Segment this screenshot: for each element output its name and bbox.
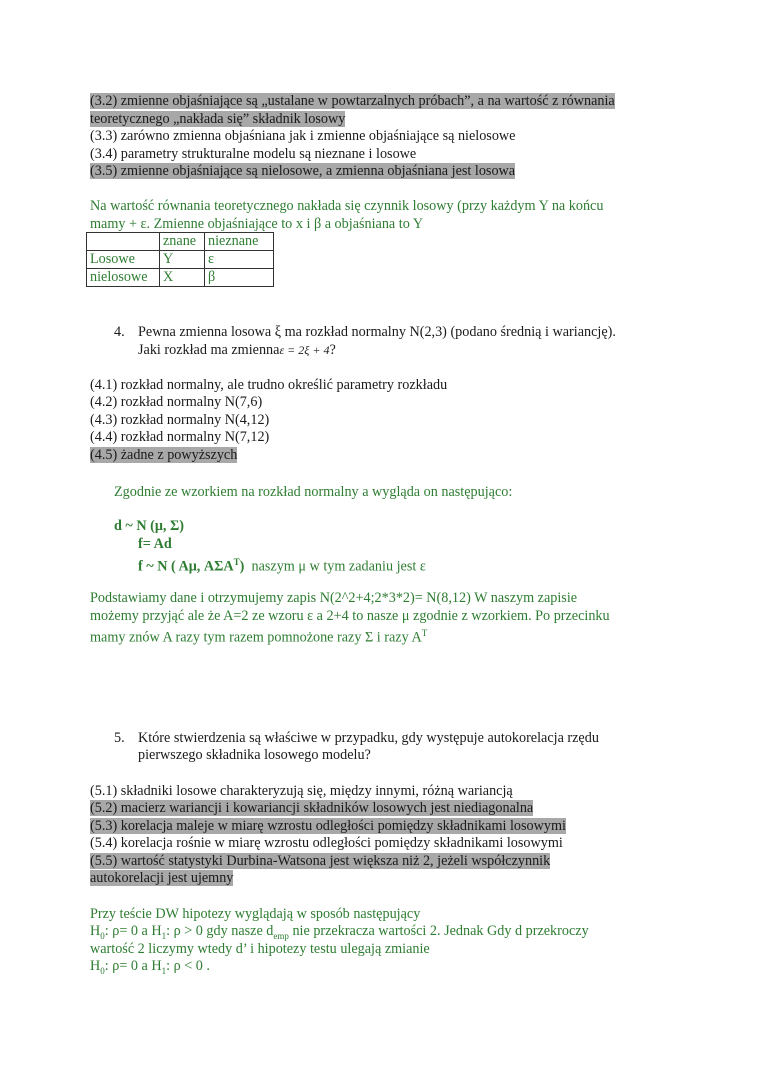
q4-explanation-line1: Podstawiamy dane i otrzymujemy zapis N(2^2+4;2*3*2)= N(8,12) W naszym zapisie bbox=[90, 590, 578, 606]
formula-line1: d ~ N (μ, Σ) bbox=[114, 518, 185, 534]
q3-explanation-line1: Na wartość równania teoretycznego nakłada się czynnik losowy (przy każdym Y na końcu bbox=[90, 198, 604, 214]
option-5-3: (5.3) korelacja maleje w miarę wzrostu odległości pomiędzy składnikami losowymi bbox=[90, 818, 566, 834]
option-5-4: (5.4) korelacja rośnie w miarę wzrostu odległości pomiędzy składnikami losowymi bbox=[90, 835, 563, 851]
table-cell: nieznane bbox=[205, 233, 274, 251]
table-row bbox=[87, 251, 274, 269]
option-5-2: (5.2) macierz wariancji i kowariancji składników losowych jest niediagonalna bbox=[90, 800, 534, 816]
option-4-1: (4.1) rozkład normalny, ale trudno określić parametry rozkładu bbox=[90, 377, 448, 393]
question-5-number: 5. bbox=[114, 730, 125, 746]
option-3-2-line1: (3.2) zmienne objaśniające są „ustalane w powtarzalnych próbach”, a na wartość z równania bbox=[90, 93, 615, 109]
q3-explanation-line2: mamy + ε. Zmienne objaśniające to x i β a objaśniana to Y bbox=[90, 216, 424, 232]
option-3-5: (3.5) zmienne objaśniające są nielosowe, a zmienna objaśniana jest losowa bbox=[90, 163, 516, 179]
table-cell bbox=[87, 233, 160, 251]
option-3-4: (3.4) parametry strukturalne modelu są nieznane i losowe bbox=[90, 146, 417, 162]
q5-hypothesis-line1: $H_0$: ρ= 0 a $H_1$: ρ > 0 gdy nasze $d_{emp}$ nie przekracza wartości 2. Jednak Gdy d przekroczy bbox=[90, 923, 589, 941]
option-5-1: (5.1) składniki losowe charakteryzują się, między innymi, różną wariancją bbox=[90, 783, 513, 799]
question-4-line2: Jaki rozkład ma zmiennaε = 2ξ + 4? bbox=[138, 342, 336, 358]
formula-line2: f= Ad bbox=[138, 536, 172, 552]
option-5-5-line1: (5.5) wartość statystyki Durbina-Watsona jest większa niż 2, jeżeli współczynnik bbox=[90, 853, 551, 869]
table-cell: β bbox=[205, 269, 274, 287]
option-4-3: (4.3) rozkład normalny N(4,12) bbox=[90, 412, 270, 428]
table-row bbox=[87, 233, 274, 251]
option-4-4: (4.4) rozkład normalny N(7,12) bbox=[90, 429, 270, 445]
q4-explanation-intro: Zgodnie ze wzorkiem na rozkład normalny a wygląda on następująco: bbox=[114, 484, 513, 500]
q5-hypothesis-line2: $H_0$: ρ= 0 a $H_1$: ρ < 0 . bbox=[90, 958, 210, 976]
option-3-2-line2: teoretycznego „nakłada się” składnik losowy bbox=[90, 111, 346, 127]
table-cell: ε bbox=[205, 251, 274, 269]
table-cell: znane bbox=[160, 233, 205, 251]
formula-epsilon: ε = 2ξ + 4 bbox=[279, 343, 330, 357]
q4-explanation-line3: mamy znów A razy tym razem pomnożone razy Σ i razy $A^T$ bbox=[90, 628, 428, 646]
question-5-line1: Które stwierdzenia są właściwe w przypadku, gdy występuje autokorelacja rzędu bbox=[138, 730, 599, 746]
table-cell: Losowe bbox=[87, 251, 160, 269]
question-5-line2: pierwszego składnika losowego modelu? bbox=[138, 747, 371, 763]
table-cell: X bbox=[160, 269, 205, 287]
random-variables-table bbox=[86, 232, 274, 287]
question-4-number: 4. bbox=[114, 324, 125, 340]
option-4-2: (4.2) rozkład normalny N(7,6) bbox=[90, 394, 263, 410]
q4-explanation-line2: możemy przyjąć ale że A=2 ze wzoru ε a 2+4 to nasze μ zgodnie z wzorkiem. Po przecinku bbox=[90, 608, 610, 624]
question-4-line1: Pewna zmienna losowa ξ ma rozkład normalny N(2,3) (podano średnią i wariancję). bbox=[138, 324, 616, 340]
table-cell: Y bbox=[160, 251, 205, 269]
table-cell: nielosowe bbox=[87, 269, 160, 287]
option-5-5-line2: autokorelacji jest ujemny bbox=[90, 870, 234, 886]
table-row bbox=[87, 269, 274, 287]
option-4-5: (4.5) żadne z powyższych bbox=[90, 447, 238, 463]
q5-explanation-line3: wartość 2 liczymy wtedy d’ i hipotezy testu ulegają zmianie bbox=[90, 941, 430, 957]
q5-explanation-line1: Przy teście DW hipotezy wyglądają w sposób następujący bbox=[90, 906, 421, 922]
formula-line3: f ~ N ( Aμ, $A\Sigma A^T$) naszym μ w tym zadaniu jest ε bbox=[138, 557, 426, 575]
option-3-3: (3.3) zarówno zmienna objaśniana jak i zmienne objaśniające są nielosowe bbox=[90, 128, 516, 144]
